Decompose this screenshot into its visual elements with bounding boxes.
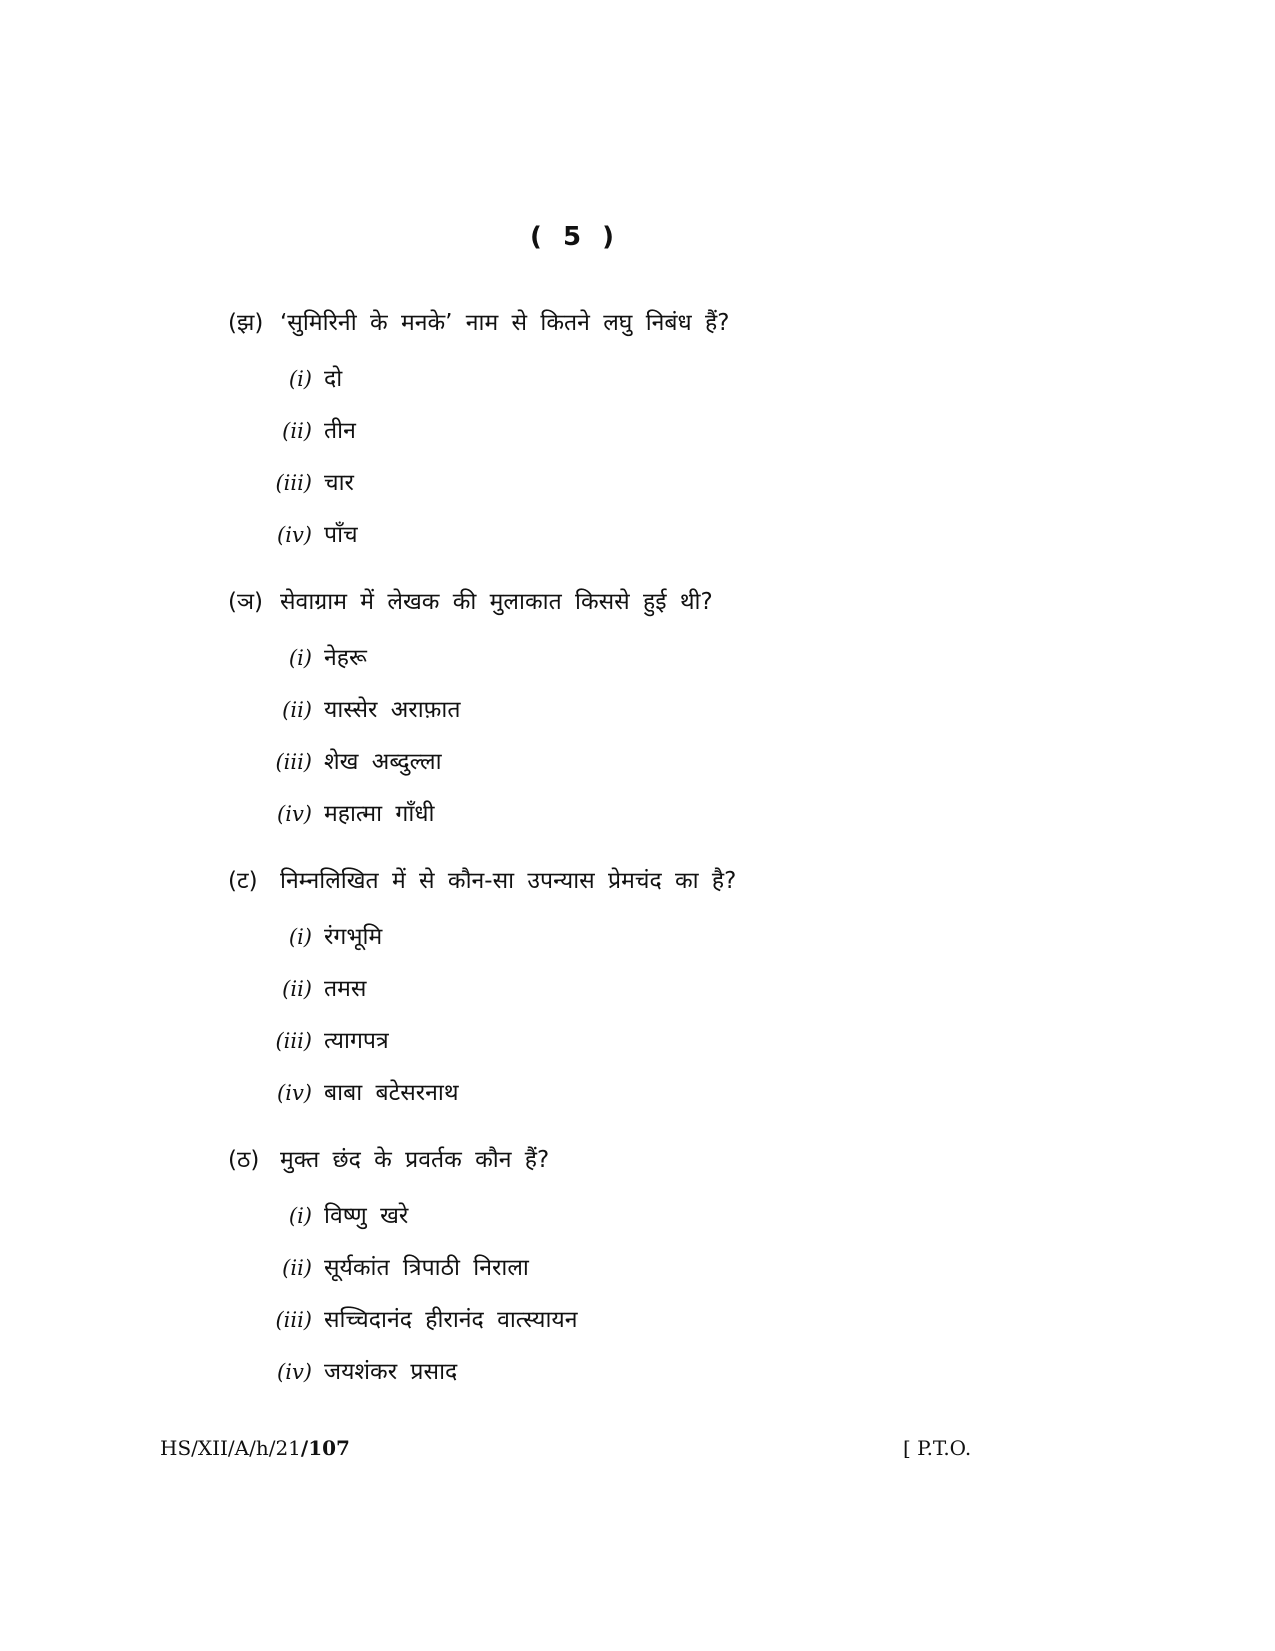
option-number: (iv) xyxy=(277,523,312,547)
option-number: (i) xyxy=(288,646,312,670)
option-item xyxy=(228,509,1128,561)
option-item xyxy=(228,684,1128,736)
option-number: (iii) xyxy=(275,750,312,774)
option-item xyxy=(228,1294,1128,1346)
option-text: रंगभूमि xyxy=(324,924,383,950)
question-line xyxy=(228,1140,1128,1180)
option-number: (iii) xyxy=(275,471,312,495)
option-item xyxy=(228,788,1128,840)
option-number: (ii) xyxy=(282,419,312,443)
options-list xyxy=(228,353,1128,561)
question-ttha xyxy=(228,1140,1128,1398)
options-list xyxy=(228,911,1128,1119)
option-item xyxy=(228,632,1128,684)
pto-marker: [ P.T.O. xyxy=(903,1436,972,1460)
option-item xyxy=(228,963,1128,1015)
option-number: (ii) xyxy=(282,1256,312,1280)
option-number: (iii) xyxy=(275,1308,312,1332)
option-text: यास्सेर अराफ़ात xyxy=(324,697,461,723)
option-text: जयशंकर प्रसाद xyxy=(324,1359,458,1385)
option-text: दो xyxy=(324,366,343,392)
option-text: पाँच xyxy=(324,522,358,548)
option-item xyxy=(228,1346,1128,1398)
option-text: त्यागपत्र xyxy=(324,1028,389,1054)
question-line xyxy=(228,582,1128,622)
question-label: (ठ) xyxy=(228,1147,260,1173)
question-text: निम्नलिखित में से कौन-सा उपन्यास प्रेमचंद का है? xyxy=(280,868,737,894)
option-item xyxy=(228,1015,1128,1067)
option-number: (iv) xyxy=(277,1081,312,1105)
question-label: (झ) xyxy=(228,310,264,336)
option-item xyxy=(228,911,1128,963)
option-item xyxy=(228,405,1128,457)
options-list xyxy=(228,632,1128,840)
option-number: (ii) xyxy=(282,698,312,722)
option-item xyxy=(228,1242,1128,1294)
option-text: महात्मा गाँधी xyxy=(324,801,435,827)
question-line xyxy=(228,861,1128,901)
option-text: बाबा बटेसरनाथ xyxy=(324,1080,459,1106)
option-number: (i) xyxy=(288,367,312,391)
question-label: (ञ) xyxy=(228,589,264,615)
option-number: (i) xyxy=(288,925,312,949)
option-item xyxy=(228,1067,1128,1119)
question-label: (ट) xyxy=(228,868,258,894)
question-text: ‘सुमिरिनी के मनके’ नाम से कितने लघु निबंध हैं? xyxy=(280,310,730,336)
option-text: सच्चिदानंद हीरानंद वात्स्यायन xyxy=(324,1307,578,1333)
question-tta xyxy=(228,861,1128,1119)
paper-code-prefix: HS/XII/A/h/21 xyxy=(160,1436,301,1460)
options-list xyxy=(228,1190,1128,1398)
option-number: (iii) xyxy=(275,1029,312,1053)
option-number: (iv) xyxy=(277,1360,312,1384)
paper-code-suffix: /107 xyxy=(300,1436,350,1460)
paper-code xyxy=(160,1436,350,1460)
page-number: ( 5 ) xyxy=(530,222,620,252)
option-text: तीन xyxy=(324,418,356,444)
question-nya xyxy=(228,582,1128,840)
option-number: (ii) xyxy=(282,977,312,1001)
option-number: (iv) xyxy=(277,802,312,826)
question-jha xyxy=(228,303,1128,561)
option-text: नेहरू xyxy=(324,645,367,671)
option-number: (i) xyxy=(288,1204,312,1228)
option-text: विष्णु खरे xyxy=(324,1203,409,1229)
question-text: मुक्त छंद के प्रवर्तक कौन हैं? xyxy=(280,1147,550,1173)
option-text: शेख अब्दुल्ला xyxy=(324,749,442,775)
question-line xyxy=(228,303,1128,343)
option-text: चार xyxy=(324,470,354,496)
question-text: सेवाग्राम में लेखक की मुलाकात किससे हुई थी? xyxy=(280,589,713,615)
option-item xyxy=(228,1190,1128,1242)
option-item xyxy=(228,353,1128,405)
option-text: तमस xyxy=(324,976,367,1002)
option-item xyxy=(228,736,1128,788)
option-item xyxy=(228,457,1128,509)
option-text: सूर्यकांत त्रिपाठी निराला xyxy=(324,1255,529,1281)
